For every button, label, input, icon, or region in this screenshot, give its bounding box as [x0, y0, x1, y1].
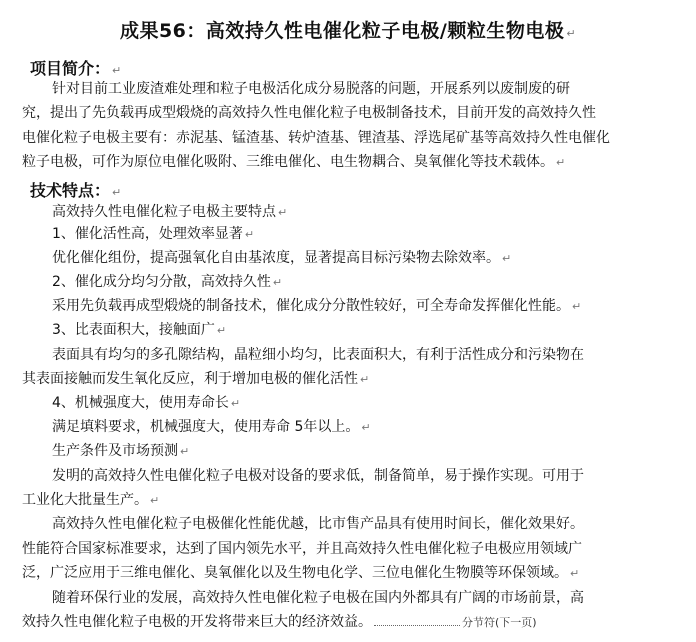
tech-line-9-text: 4、机械强度大，使用寿命长	[52, 395, 229, 411]
tech-line-5-text: 采用先负载再成型煅烧的制备技术，催化成分分散性较好，可全寿命发挥催化性能。	[52, 298, 570, 314]
tech-line-11-text: 生产条件及市场预测	[52, 443, 178, 459]
tech-line-9	[52, 391, 240, 416]
tech-line-12: 发明的高效持久性电催化粒子电极对设备的要求低，制备简单，易于操作实现。可用于	[52, 468, 584, 484]
paragraph-mark: ↵	[566, 27, 577, 40]
section-break-label: 分节符(下一页)	[462, 616, 537, 629]
section-heading-tech	[30, 178, 121, 201]
paragraph-mark: ↵	[180, 445, 190, 458]
tech-line-1-text: 高效持久性电催化粒子电极主要特点	[52, 204, 276, 220]
paragraph-mark: ↵	[244, 228, 255, 241]
paragraph-mark: ↵	[502, 252, 512, 265]
paragraph-mark: ↵	[216, 324, 227, 337]
tech-line-4-text: 2、催化成分均匀分散，高效持久性	[52, 274, 271, 290]
section-heading-intro	[30, 56, 121, 79]
tech-line-13-text: 工业化大批量生产。	[22, 492, 148, 508]
tech-line-8	[22, 367, 369, 392]
paragraph-mark: ↵	[112, 64, 122, 77]
title-text: 成果56：高效持久性电催化粒子电极/颗粒生物电极	[119, 20, 565, 42]
tech-line-16-text: 泛，广泛应用于三维电催化、臭氧催化以及生物电化学、三位电催化生物膜等环保领域。	[22, 565, 568, 581]
paragraph-mark: ↵	[360, 373, 370, 386]
tech-line-3-text: 优化催化组份，提高强氧化自由基浓度，显著提高目标污染物去除效率。	[52, 250, 500, 266]
section-break-dots	[374, 615, 460, 626]
tech-line-18-text: 效持久性电催化粒子电极的开发将带来巨大的经济效益。	[22, 614, 372, 630]
tech-line-15: 性能符合国家标准要求，达到了国内领先水平，并且高效持久性电催化粒子电极应用领域广	[22, 541, 582, 557]
paragraph-mark: ↵	[570, 567, 580, 580]
tech-line-2	[52, 222, 254, 247]
intro-heading-text: 项目简介：	[30, 59, 111, 78]
tech-line-10	[52, 415, 371, 440]
tech-line-2-text: 1、催化活性高，处理效率显著	[52, 226, 243, 242]
tech-heading-text: 技术特点：	[30, 181, 111, 200]
tech-line-7: 表面具有均匀的多孔隙结构，晶粒细小均匀，比表面积大，有利于活性成分和污染物在	[52, 347, 584, 363]
tech-line-6	[52, 318, 226, 343]
tech-line-4	[52, 270, 282, 295]
intro-line-4	[22, 150, 565, 175]
paragraph-mark: ↵	[112, 186, 122, 199]
paragraph-mark: ↵	[361, 421, 371, 434]
intro-line-1: 针对目前工业废渣难处理和粒子电极活化成分易脱落的问题，开展系列以废制废的研	[52, 81, 570, 97]
tech-line-13	[22, 488, 159, 513]
tech-line-18	[22, 610, 537, 635]
tech-line-16	[22, 561, 579, 586]
tech-line-5	[52, 294, 581, 319]
tech-line-17: 随着环保行业的发展，高效持久性电催化粒子电极在国内外都具有广阔的市场前景，高	[52, 590, 584, 606]
paragraph-mark: ↵	[272, 276, 283, 289]
tech-line-11	[52, 439, 189, 464]
tech-line-6-text: 3、比表面积大，接触面广	[52, 322, 215, 338]
intro-line-2: 究，提出了先负载再成型煅烧的高效持久性电催化粒子电极制备技术，目前开发的高效持久性	[22, 105, 596, 121]
paragraph-mark: ↵	[556, 156, 566, 169]
tech-line-8-text: 其表面接触而发生氧化反应，利于增加电极的催化活性	[22, 371, 358, 387]
paragraph-mark: ↵	[230, 397, 241, 410]
tech-line-3	[52, 246, 511, 271]
tech-line-14: 高效持久性电催化粒子电极催化性能优越，比市售产品具有使用时间长，催化效果好。	[52, 516, 584, 532]
tech-line-10-text: 满足填料要求，机械强度大，使用寿命 5年以上。	[52, 419, 360, 435]
paragraph-mark: ↵	[278, 206, 288, 219]
page-title	[0, 16, 696, 43]
intro-line-4-text: 粒子电极，可作为原位电催化吸附、三维电催化、电生物耦合、臭氧催化等技术载体。	[22, 154, 554, 170]
paragraph-mark: ↵	[150, 494, 160, 507]
paragraph-mark: ↵	[572, 300, 582, 313]
intro-line-3: 电催化粒子电极主要有：赤泥基、锰渣基、转炉渣基、锂渣基、浮选尾矿基等高效持久性电催化	[22, 130, 610, 146]
